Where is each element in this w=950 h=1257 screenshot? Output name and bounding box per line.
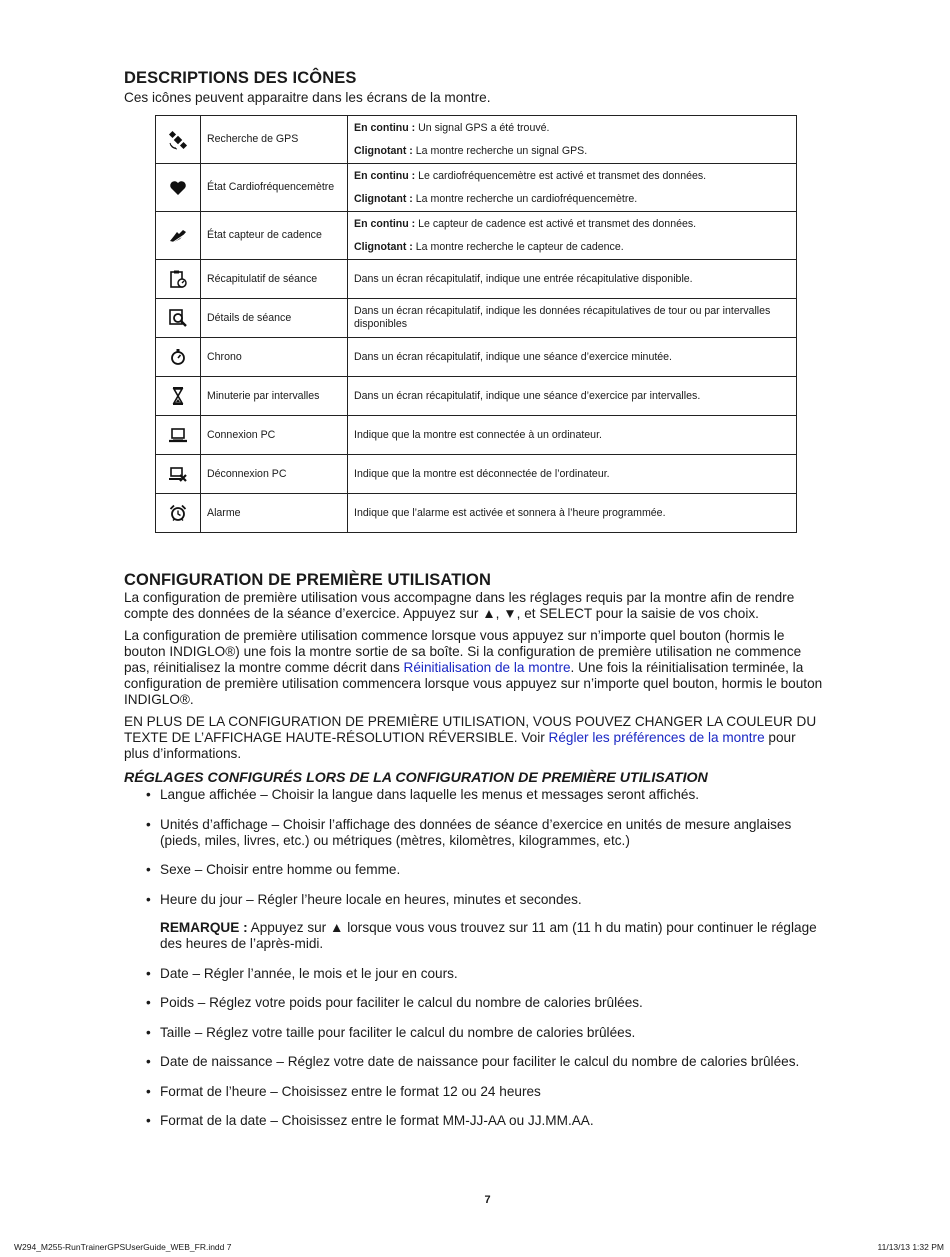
state-label: Clignotant : xyxy=(354,240,413,253)
satellite-icon xyxy=(156,116,201,164)
icon-description-cell xyxy=(348,164,797,212)
state-label: En continu : xyxy=(354,169,416,182)
settings-list xyxy=(146,787,824,1129)
laptop-disconnect-icon xyxy=(156,455,201,494)
clipboard-icon xyxy=(156,260,201,299)
icon-description-cell: Dans un écran récapitulatif, indique les données récapitulatives de tour ou par intervalles disponibles xyxy=(348,299,797,338)
list-item: • Heure du jour – Régler l’heure locale en heures, minutes et secondes. xyxy=(146,892,824,908)
icon-name-cell: État Cardiofréquencemètre xyxy=(201,164,348,212)
table-row xyxy=(156,455,797,494)
document-page xyxy=(124,68,824,1143)
setup-paragraph-1: La configuration de première utilisation vous accompagne dans les réglages requis par la montre afin de rendre compte des données de la séance d’exercice. Appuyez sur ▲, ▼, et SELECT pour la saisie de vos choix. xyxy=(124,590,795,621)
icon-name-cell: Minuterie par intervalles xyxy=(201,377,348,416)
laptop-icon xyxy=(156,416,201,455)
state-text: Un signal GPS a été trouvé. xyxy=(415,121,550,134)
state-text: Le capteur de cadence est activé et transmet des données. xyxy=(415,217,697,230)
note-label: REMARQUE : xyxy=(160,920,248,935)
table-row xyxy=(156,116,797,164)
watch-preferences-link[interactable]: Régler les préférences de la montre xyxy=(548,730,765,745)
state-description xyxy=(354,241,790,254)
table-row xyxy=(156,212,797,260)
table-row xyxy=(156,494,797,533)
icon-name-cell: Connexion PC xyxy=(201,416,348,455)
setup-paragraph-3 xyxy=(124,714,824,762)
icon-descriptions-table xyxy=(155,115,797,533)
icon-name-cell: Détails de séance xyxy=(201,299,348,338)
setup-section-title: CONFIGURATION DE PREMIÈRE UTILISATION xyxy=(124,571,492,589)
list-item: • Poids – Réglez votre poids pour faciliter le calcul du nombre de calories brûlées. xyxy=(146,995,824,1011)
paragraph-text: EN PLUS DE LA CONFIGURATION DE PREMIÈRE UTILISATION, VOUS POUVEZ CHANGER LA COULEUR DU TEXTE DE L’AFFICHAGE HAUTE-RÉSOLUTION RÉVERSIBLE. Voir xyxy=(124,714,817,745)
list-item: • Taille – Réglez votre taille pour faciliter le calcul du nombre de calories brûlées. xyxy=(146,1025,824,1041)
paragraph-text: La configuration de première utilisation commence lorsque vous appuyez sur n’importe quel bouton (hormis le bouton INDIGLO®) une fois la montre sortie de sa boîte. Si la configuration de première utilisation ne commence pas, réinitialisez la montre comme décrit dans xyxy=(124,628,802,675)
table-row xyxy=(156,377,797,416)
icon-name-cell: Chrono xyxy=(201,338,348,377)
icon-description-cell: Dans un écran récapitulatif, indique une séance d’exercice par intervalles. xyxy=(348,377,797,416)
icon-description-cell: Indique que la montre est déconnectée de l’ordinateur. xyxy=(348,455,797,494)
paragraph-text: pour plus d’informations. xyxy=(124,730,796,761)
shoe-icon xyxy=(156,212,201,260)
icons-section-intro: Ces icônes peuvent apparaitre dans les écrans de la montre. xyxy=(124,90,491,105)
list-item: • Unités d’affichage – Choisir l’affichage des données de séance d’exercice en unités de mesure anglaises (pieds, miles, livres, etc.) ou métriques (mètres, kilomètres, kilogrammes, etc.) xyxy=(146,817,824,849)
setup-section xyxy=(124,570,824,1129)
state-label: Clignotant : xyxy=(354,192,413,205)
state-label: Clignotant : xyxy=(354,144,413,157)
table-row xyxy=(156,338,797,377)
icon-name-cell: Récapitulatif de séance xyxy=(201,260,348,299)
state-description xyxy=(354,122,790,135)
icon-description-cell xyxy=(348,116,797,164)
heart-icon xyxy=(156,164,201,212)
state-description xyxy=(354,170,790,183)
magnifier-icon xyxy=(156,299,201,338)
state-description xyxy=(354,145,790,158)
state-label: En continu : xyxy=(354,217,416,230)
setup-paragraph-2 xyxy=(124,628,824,708)
list-item: • Format de l’heure – Choisissez entre le format 12 ou 24 heures xyxy=(146,1084,824,1100)
list-item: • Date de naissance – Réglez votre date de naissance pour faciliter le calcul du nombre de calories brûlées. xyxy=(146,1054,824,1070)
hourglass-icon xyxy=(156,377,201,416)
page-number: 7 xyxy=(484,1194,491,1206)
icon-description-cell: Dans un écran récapitulatif, indique une entrée récapitulative disponible. xyxy=(348,260,797,299)
state-description xyxy=(354,193,790,206)
footer-filename: W294_M255-RunTrainerGPSUserGuide_WEB_FR.indd 7 xyxy=(14,1242,232,1252)
state-text: La montre recherche un signal GPS. xyxy=(412,144,588,157)
icon-name-cell: Recherche de GPS xyxy=(201,116,348,164)
state-label: En continu : xyxy=(354,121,416,134)
stopwatch-icon xyxy=(156,338,201,377)
note-text: Appuyez sur ▲ lorsque vous vous trouvez sur 11 am (11 h du matin) pour continuer le réglage des heures de l’après-midi. xyxy=(160,920,817,951)
table-row xyxy=(156,164,797,212)
footer-date: 11/13/13 1:32 PM xyxy=(877,1242,944,1252)
alarm-clock-icon xyxy=(156,494,201,533)
state-description xyxy=(354,218,790,231)
table-row xyxy=(156,299,797,338)
table-row xyxy=(156,416,797,455)
state-text: La montre recherche un cardiofréquencemètre. xyxy=(412,192,638,205)
icon-name-cell: Déconnexion PC xyxy=(201,455,348,494)
state-text: La montre recherche le capteur de cadence. xyxy=(412,240,624,253)
table-row xyxy=(156,260,797,299)
note-item xyxy=(146,920,824,952)
list-item: • Date – Régler l’année, le mois et le jour en cours. xyxy=(146,966,824,982)
settings-subtitle: RÉGLAGES CONFIGURÉS LORS DE LA CONFIGURATION DE PREMIÈRE UTILISATION xyxy=(124,770,708,786)
list-item: • Format de la date – Choisissez entre le format MM-JJ-AA ou JJ.MM.AA. xyxy=(146,1113,824,1129)
icons-section-title: DESCRIPTIONS DES ICÔNES xyxy=(124,69,357,87)
icon-description-cell: Indique que la montre est connectée à un ordinateur. xyxy=(348,416,797,455)
icon-description-cell: Indique que l’alarme est activée et sonnera à l’heure programmée. xyxy=(348,494,797,533)
icon-name-cell: Alarme xyxy=(201,494,348,533)
paragraph-text: . Une fois la réinitialisation terminée, la configuration de première utilisation commencera lorsque vous appuyez sur n’importe quel bouton, hormis le bouton INDIGLO®. xyxy=(124,660,823,707)
reset-watch-link[interactable]: Réinitialisation de la montre xyxy=(403,660,571,675)
state-text: Le cardiofréquencemètre est activé et transmet des données. xyxy=(415,169,707,182)
icon-description-cell: Dans un écran récapitulatif, indique une séance d’exercice minutée. xyxy=(348,338,797,377)
icon-description-cell xyxy=(348,212,797,260)
list-item: • Sexe – Choisir entre homme ou femme. xyxy=(146,862,824,878)
list-item: • Langue affichée – Choisir la langue dans laquelle les menus et messages seront affichés. xyxy=(146,787,824,803)
icon-name-cell: État capteur de cadence xyxy=(201,212,348,260)
